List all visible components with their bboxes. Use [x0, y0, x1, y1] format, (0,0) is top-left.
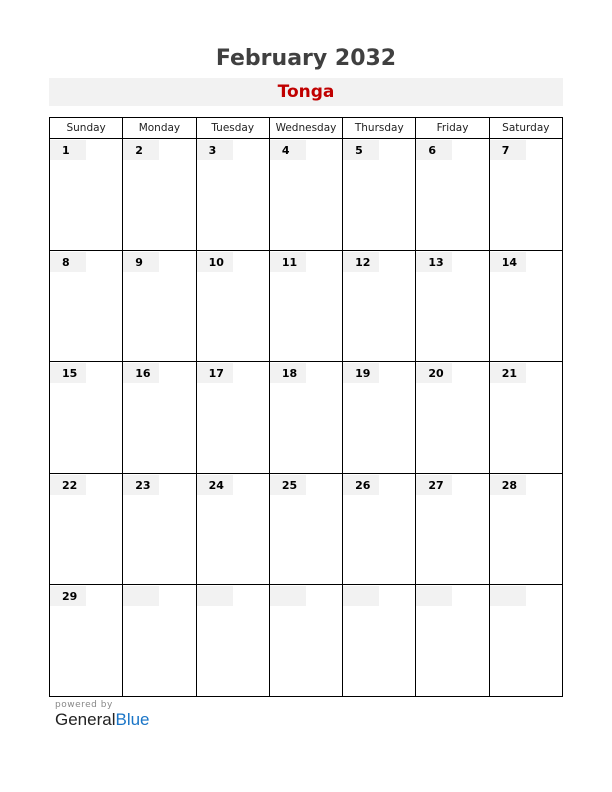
week-row	[50, 585, 563, 697]
day-cell	[269, 473, 342, 585]
day-cell	[343, 250, 416, 362]
day-cell	[489, 585, 562, 697]
footer	[55, 700, 150, 730]
day-number: 4	[270, 140, 306, 160]
day-cell	[50, 250, 123, 362]
weekday-sunday: Sunday	[50, 118, 123, 139]
day-cell	[489, 139, 562, 251]
day-cell	[196, 473, 269, 585]
day-cell	[269, 585, 342, 697]
day-cell	[343, 585, 416, 697]
weekday-wednesday: Wednesday	[269, 118, 342, 139]
day-cell	[50, 585, 123, 697]
brand-blue: Blue	[115, 710, 150, 729]
day-cell	[123, 139, 196, 251]
day-cell	[343, 139, 416, 251]
day-cell	[343, 362, 416, 474]
day-number	[197, 586, 233, 606]
weekday-monday: Monday	[123, 118, 196, 139]
day-number: 18	[270, 363, 306, 383]
day-number: 12	[343, 252, 379, 272]
day-cell	[489, 473, 562, 585]
day-cell	[196, 585, 269, 697]
day-number: 3	[197, 140, 233, 160]
day-number: 2	[123, 140, 159, 160]
calendar-title: February 2032	[215, 46, 397, 71]
day-number: 16	[123, 363, 159, 383]
day-number: 8	[50, 252, 86, 272]
country-name: Tonga	[277, 82, 335, 102]
day-number: 23	[123, 475, 159, 495]
day-cell	[50, 473, 123, 585]
day-number: 9	[123, 252, 159, 272]
day-number: 24	[197, 475, 233, 495]
week-row	[50, 250, 563, 362]
day-cell	[50, 139, 123, 251]
weekday-friday: Friday	[416, 118, 489, 139]
day-cell	[489, 250, 562, 362]
day-number: 17	[197, 363, 233, 383]
day-cell	[416, 139, 489, 251]
day-cell	[196, 139, 269, 251]
day-number: 26	[343, 475, 379, 495]
day-number: 1	[50, 140, 86, 160]
day-number: 29	[50, 586, 86, 606]
week-row	[50, 139, 563, 251]
day-number: 19	[343, 363, 379, 383]
day-number: 13	[416, 252, 452, 272]
brand-general: General	[55, 710, 116, 729]
weekday-header-row	[50, 118, 563, 139]
day-number: 21	[490, 363, 526, 383]
day-number: 10	[197, 252, 233, 272]
weekday-thursday: Thursday	[343, 118, 416, 139]
day-number: 22	[50, 475, 86, 495]
day-cell	[196, 250, 269, 362]
day-cell	[123, 250, 196, 362]
day-cell	[416, 473, 489, 585]
day-cell	[123, 362, 196, 474]
week-row	[50, 362, 563, 474]
day-cell	[416, 250, 489, 362]
day-number: 6	[416, 140, 452, 160]
day-cell	[123, 473, 196, 585]
day-number: 11	[270, 252, 306, 272]
day-number: 25	[270, 475, 306, 495]
day-cell	[269, 362, 342, 474]
day-cell	[416, 362, 489, 474]
powered-by-text: powered by	[55, 700, 113, 710]
weekday-saturday: Saturday	[489, 118, 562, 139]
day-cell	[50, 362, 123, 474]
day-number: 14	[490, 252, 526, 272]
day-number	[123, 586, 159, 606]
day-cell	[123, 585, 196, 697]
day-cell	[416, 585, 489, 697]
day-number: 5	[343, 140, 379, 160]
brand-logo[interactable]	[55, 710, 150, 730]
day-number	[270, 586, 306, 606]
day-cell	[343, 473, 416, 585]
day-number: 7	[490, 140, 526, 160]
day-number: 27	[416, 475, 452, 495]
weekday-tuesday: Tuesday	[196, 118, 269, 139]
day-cell	[269, 139, 342, 251]
day-number	[416, 586, 452, 606]
day-number	[343, 586, 379, 606]
day-cell	[269, 250, 342, 362]
day-number: 28	[490, 475, 526, 495]
calendar-grid	[49, 117, 563, 697]
day-cell	[196, 362, 269, 474]
country-banner	[49, 78, 563, 106]
day-number: 15	[50, 363, 86, 383]
day-cell	[489, 362, 562, 474]
week-row	[50, 473, 563, 585]
day-number: 20	[416, 363, 452, 383]
day-number	[490, 586, 526, 606]
